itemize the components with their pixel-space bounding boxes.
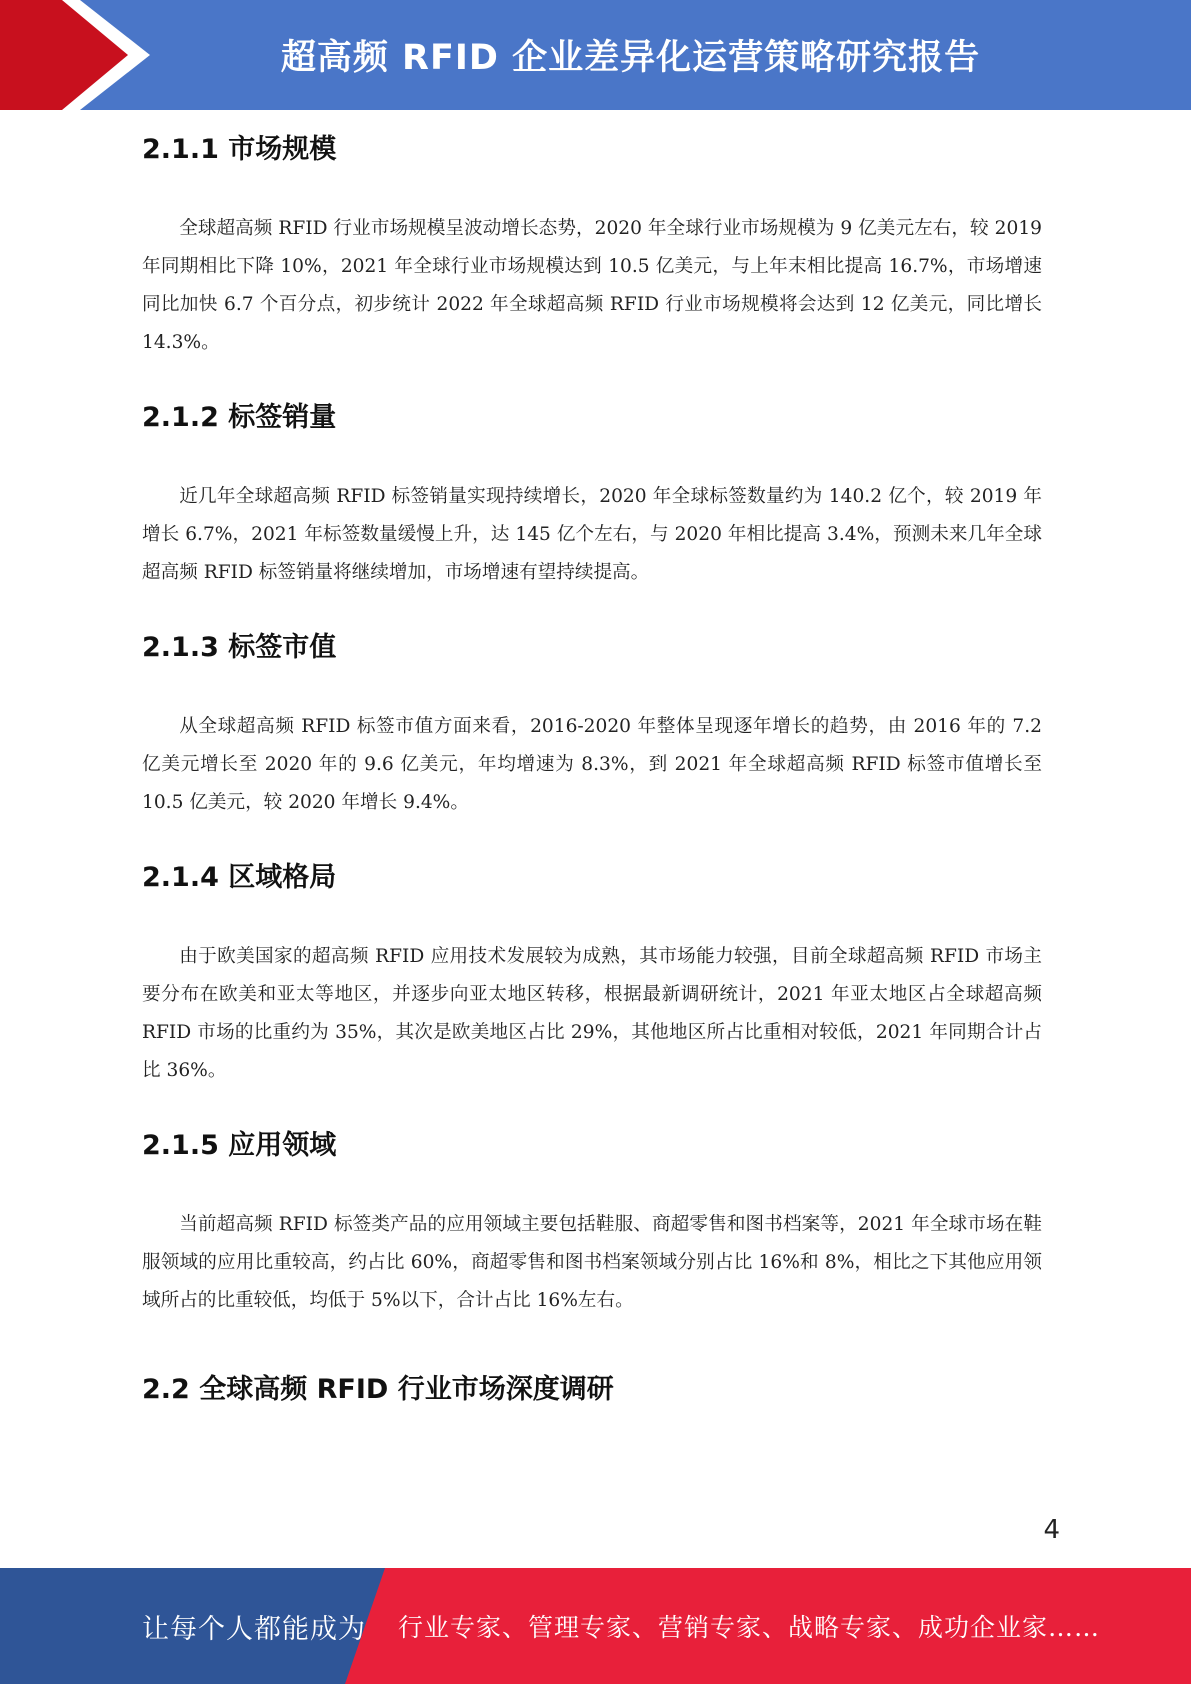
section-heading: 2.2 全球高频 RFID 行业市场深度调研	[142, 1374, 614, 1405]
section-paragraph: 由于欧美国家的超高频 RFID 应用技术发展较为成熟，其市场能力较强，目前全球超高频 RFID 市场主要分布在欧美和亚太等地区，并逐步向亚太地区转移，根据最新调研统计，2021 年亚太地区占全球超高频 RFID 市场的比重约为 35%，其次是欧美地区占比 29%，其他地区所占比重相对较低，2021 年同期合计占比 36%。	[142, 946, 1042, 1081]
report-title: 超高频 RFID 企业差异化运营策略研究报告	[280, 38, 981, 78]
section-heading: 2.1.3 标签市值	[142, 632, 337, 663]
red-chevron-icon	[0, 0, 160, 110]
section-paragraph: 全球超高频 RFID 行业市场规模呈波动增长态势，2020 年全球行业市场规模为 9 亿美元左右，较 2019 年同期相比下降 10%，2021 年全球行业市场规模达到 10.5 亿美元，与上年末相比提高 16.7%，市场增速同比加快 6.7 个百分点，初步统计 2022 年全球超高频 RFID 行业市场规模将会达到 12 亿美元，同比增长 14.3%。	[142, 218, 1042, 353]
section-heading: 2.1.5 应用领域	[142, 1130, 337, 1161]
section-heading: 2.1.2 标签销量	[142, 402, 337, 433]
section-applications	[142, 1126, 1042, 1320]
page-number: 4	[1043, 1515, 1060, 1545]
footer-banner	[0, 1568, 1191, 1684]
section-paragraph: 近几年全球超高频 RFID 标签销量实现持续增长，2020 年全球标签数量约为 140.2 亿个，较 2019 年增长 6.7%，2021 年标签数量缓慢上升，达 145 亿个左右，与 2020 年相比提高 3.4%，预测未来几年全球超高频 RFID 标签销量将继续增加，市场增速有望持续提高。	[142, 486, 1042, 583]
footer-slogan-left: 让每个人都能成为	[142, 1613, 366, 1645]
section-tag-sales	[142, 398, 1042, 592]
section-paragraph: 当前超高频 RFID 标签类产品的应用领域主要包括鞋服、商超零售和图书档案等，2021 年全球市场在鞋服领域的应用比重较高，约占比 60%，商超零售和图书档案领域分别占比 16%和 8%，相比之下其他应用领域所占的比重较低，均低于 5%以下，合计占比 16%左右。	[142, 1214, 1042, 1311]
section-heading: 2.1.4 区域格局	[142, 862, 337, 893]
section-tag-value	[142, 628, 1042, 822]
section-paragraph: 从全球超高频 RFID 标签市值方面来看，2016-2020 年整体呈现逐年增长的趋势，由 2016 年的 7.2 亿美元增长至 2020 年的 9.6 亿美元，年均增速为 8.3%，到 2021 年全球超高频 RFID 标签市值增长至 10.5 亿美元，较 2020 年增长 9.4%。	[142, 716, 1042, 813]
header-banner	[0, 0, 1191, 110]
section-heading: 2.1.1 市场规模	[142, 134, 337, 165]
section-regional	[142, 858, 1042, 1090]
section-next	[142, 1370, 1042, 1410]
footer-slogan-right: 行业专家、管理专家、营销专家、战略专家、成功企业家……	[398, 1613, 1101, 1642]
section-market-size	[142, 130, 1042, 362]
